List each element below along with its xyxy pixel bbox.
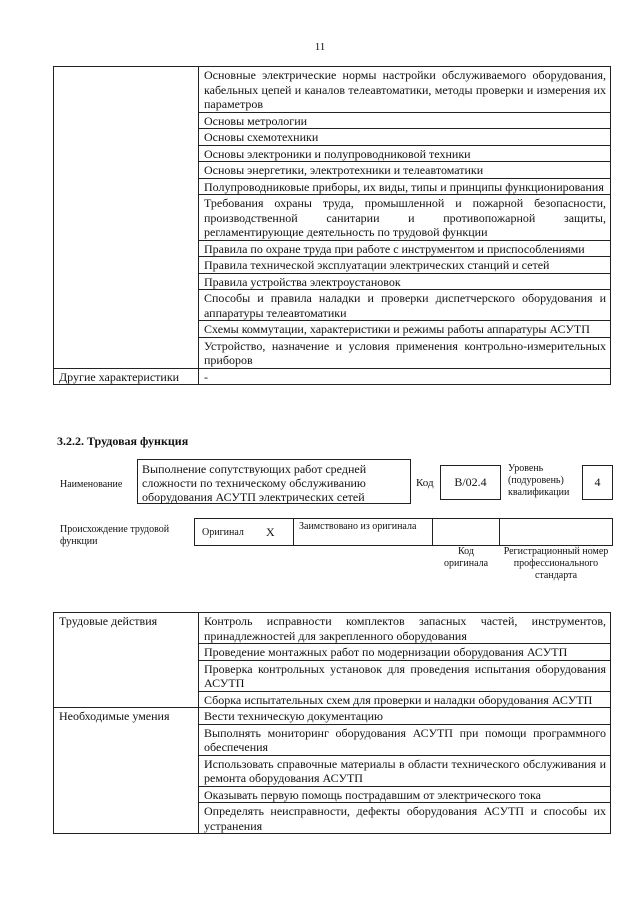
qualification-level: 4 xyxy=(582,465,613,500)
other-characteristics-value: - xyxy=(199,368,611,385)
table-row xyxy=(54,67,611,113)
table-row xyxy=(54,613,611,644)
knowledge-item: Основные электрические нормы настройки обслуживаемого оборудования, кабельных цепей и каналов телеавтоматики, методы проверки и измерения их параметров xyxy=(199,67,611,113)
knowledge-item: Полупроводниковые приборы, их виды, типы и принципы функционирования xyxy=(199,178,611,195)
knowledge-item: Основы электроники и полупроводниковой техники xyxy=(199,145,611,162)
knowledge-item: Основы энергетики, электротехники и телеавтоматики xyxy=(199,162,611,179)
borrowed-label: Заимствовано из оригинала xyxy=(299,521,417,532)
qualification-level-label: Уровень (подуровень) квалификации xyxy=(508,463,570,498)
group-item: Использовать справочные материалы в области технического обслуживания и ремонта оборудования АСУТП xyxy=(199,755,611,786)
work-function-table xyxy=(53,612,611,834)
section-title: 3.2.2. Трудовая функция xyxy=(57,434,189,448)
group-item: Оказывать первую помощь пострадавшим от электрического тока xyxy=(199,786,611,803)
table-row xyxy=(54,708,611,725)
knowledge-item: Основы метрологии xyxy=(199,112,611,129)
original-code-caption: Код оригинала xyxy=(443,546,489,569)
page-number: 11 xyxy=(314,41,326,53)
group-item: Проверка контрольных установок для проведения испытания оборудования АСУТП xyxy=(199,660,611,691)
knowledge-item: Правила по охране труда при работе с инструментом и приспособлениями xyxy=(199,240,611,257)
knowledge-item: Правила устройства электроустановок xyxy=(199,273,611,290)
name-label: Наименование xyxy=(60,479,123,490)
original-label: Оригинал xyxy=(202,527,244,538)
borrowed-cell xyxy=(293,518,433,546)
group-label: Необходимые умения xyxy=(54,708,199,834)
code-label: Код xyxy=(416,477,434,489)
table-row xyxy=(54,368,611,385)
group-item: Контроль исправности комплектов запасных частей, инструментов, принадлежностей для закрепленного оборудования xyxy=(199,613,611,644)
continued-label-cell xyxy=(54,67,199,369)
function-code: B/02.4 xyxy=(440,465,501,500)
knowledge-item: Устройство, назначение и условия применения контрольно-измерительных приборов xyxy=(199,337,611,368)
group-label: Трудовые действия xyxy=(54,613,199,708)
group-item: Проведение монтажных работ по модернизации оборудования АСУТП xyxy=(199,644,611,661)
registration-number-caption: Регистрационный номер профессионального стандарта xyxy=(503,546,609,581)
group-item: Вести техническую документацию xyxy=(199,708,611,725)
knowledge-item: Схемы коммутации, характеристики и режимы работы аппаратуры АСУТП xyxy=(199,321,611,338)
group-item: Выполнять мониторинг оборудования АСУТП при помощи программного обеспечения xyxy=(199,724,611,755)
origin-label: Происхождение трудовой функции xyxy=(60,524,170,547)
original-code-cell xyxy=(432,518,500,546)
knowledge-item: Правила технической эксплуатации электрических станций и сетей xyxy=(199,257,611,274)
group-item: Определять неисправности, дефекты оборудования АСУТП и способы их устранения xyxy=(199,803,611,834)
original-mark: X xyxy=(266,525,275,539)
knowledge-item: Основы схемотехники xyxy=(199,129,611,146)
knowledge-item: Требования охраны труда, промышленной и пожарной безопасности, производственной санитарии и противопожарной защиты, регламентирующие деятельность по трудовой функции xyxy=(199,195,611,241)
registration-number-cell xyxy=(499,518,613,546)
original-cell xyxy=(194,518,294,546)
knowledge-item: Способы и правила наладки и проверки диспетчерского оборудования и аппаратуры телеавтоматики xyxy=(199,290,611,321)
knowledge-table xyxy=(53,66,611,385)
function-name: Выполнение сопутствующих работ средней сложности по техническому обслуживанию оборудования АСУТП электрических сетей xyxy=(137,459,411,504)
group-item: Сборка испытательных схем для проверки и наладки оборудования АСУТП xyxy=(199,691,611,708)
other-characteristics-label: Другие характеристики xyxy=(54,368,199,385)
